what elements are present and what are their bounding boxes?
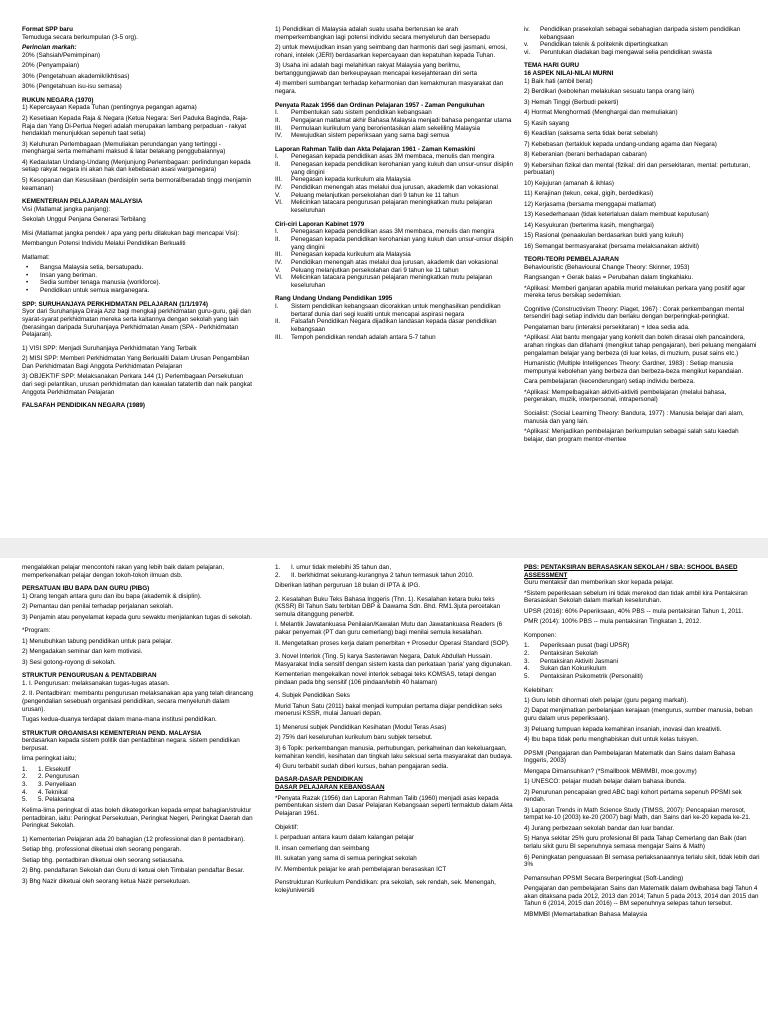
text-paragraph: Temuduga secara berkumpulan (3-5 org). bbox=[22, 33, 138, 41]
list-marker: 5. bbox=[22, 796, 28, 804]
list-marker: v. bbox=[524, 41, 529, 49]
text-paragraph: 3) Peluang tumpuan kepada kemahiran insaniah, inovasi dan kreativiti. bbox=[524, 725, 722, 733]
list-item bbox=[275, 259, 513, 267]
list-item bbox=[22, 781, 254, 789]
list-marker: I. bbox=[275, 153, 279, 161]
text-paragraph: 13) Kesederhanaan (tidak keterlaluan dalam membuat keputusan) bbox=[524, 211, 709, 219]
bullet-text: Bangsa Malaysia setia, bersatupadu. bbox=[40, 264, 144, 272]
list-text: Pendidikan menengah atas melalui dua jurusan, akademik dan vokasional bbox=[291, 258, 498, 266]
text-paragraph: Murid Tahun Satu (2011) bakal menjadi kumpulan pertama diajar pendidikan seks menerusi KSSR, mulai Januari depan. bbox=[275, 702, 503, 718]
list-text: Melicinkan tatacara pengurusan pelajaran meningkatkan mutu pelajaran keseluruhan bbox=[291, 274, 493, 289]
text-paragraph: 3) Bhg Nazir diketuai oleh seorang ketua Nazir persekutuan. bbox=[22, 877, 191, 885]
list-marker: II. bbox=[275, 235, 281, 243]
list-item bbox=[275, 117, 513, 125]
text-paragraph: *Aplikasi: Mempelbagaikan aktiviti-aktiviti pembelajaran (melalui bahasa, pergerakan, muzik, interpersonal, intrapersonal) bbox=[524, 388, 727, 404]
list-text: Pendidikan prasekolah sebagai sebahagian daripada sistem pendidikan kebangsaan bbox=[540, 26, 741, 41]
list-text: Pendidikan menengah atas melalui dua jurusan, akademik dan vokasional bbox=[291, 184, 498, 192]
text-paragraph: 3) Penjamin atau penyelamat kepada guru sewaktu menjalankan tugas di sekolah. bbox=[22, 613, 252, 621]
list-marker: iv. bbox=[524, 26, 530, 33]
list-marker: 2. bbox=[524, 650, 530, 658]
text-paragraph: Matlamat: bbox=[22, 253, 50, 261]
text-paragraph: Pemansuhan PPSMI Secara Berperingkat (Soft-Landing) bbox=[524, 874, 684, 882]
text-paragraph: Objektif: bbox=[275, 823, 299, 831]
numbered-list bbox=[275, 153, 513, 214]
list-marker: I. bbox=[275, 303, 279, 311]
text-paragraph: 1) Menerusi subjek Pendidikan Kesihatan (Modul Teras Asas) bbox=[275, 723, 447, 731]
text-paragraph: Cara pembelajaran (kecenderungan) setiap individu berbeza. bbox=[524, 378, 695, 386]
list-item bbox=[275, 125, 513, 133]
numbered-list bbox=[275, 564, 513, 579]
list-marker: II. bbox=[275, 318, 281, 326]
list-marker: III. bbox=[275, 333, 282, 341]
text-paragraph: 1) VISI SPP: Menjadi Suruhanjaya Perkhidmatan Yang Terbaik bbox=[22, 344, 197, 352]
list-item bbox=[275, 251, 513, 259]
list-text: Peluang melanjutkan persekolahan dari 9 tahun ke 11 tahun bbox=[291, 191, 459, 199]
list-text: Sistem pendidikan kebangsaan dicorakkan untuk menghasilkan pendidikan bertaraf dunia dari segi kualiti untuk mencapai aspirasi negara bbox=[291, 303, 501, 318]
bullet-item bbox=[22, 287, 254, 295]
section-heading: SPP: SURUHANJAYA PERKHIDMATAN PELAJARAN (1/1/1974) bbox=[22, 300, 208, 308]
list-text: Permulaan kurikulum yang berorientasikan alam sekeliling Malaysia bbox=[291, 124, 480, 132]
list-item bbox=[275, 228, 513, 236]
text-paragraph: 20% (Penyampaian) bbox=[22, 62, 80, 70]
text-paragraph: 2) Berdikari (kebolehan melakukan sesuatu tanpa orang lain) bbox=[524, 88, 695, 96]
list-item bbox=[22, 796, 254, 804]
text-paragraph: 3) Sesi gotong-royong di sekolah. bbox=[22, 658, 116, 666]
list-marker: 4. bbox=[524, 665, 530, 673]
list-item bbox=[524, 642, 760, 650]
text-paragraph: 2. Kesalahan Buku Teks Bahasa Inggeris (Thn. 1). Kesalahan ketara buku teks (KSSR) BI Tahun Satu terbitan DBP & Dawama Sdn. Bhd. RM1.3juta percetakan semula ditanggung penerbit. bbox=[275, 595, 501, 618]
bullet-text: Pendidikan untuk semua warganegara. bbox=[40, 287, 150, 295]
list-text: II. berkhidmat sekurang-kurangnya 2 tahun termasuk tahun 2010. bbox=[291, 571, 474, 579]
text-paragraph: 7) Kebebasan (tertakluk kepada undang-undang agama dan Negara) bbox=[524, 140, 717, 148]
text-paragraph: Rangsangan + Gerak balas = Perubahan dalam tingkahlaku. bbox=[524, 274, 694, 282]
list-text: Penegasan kepada kurikulum ala Malaysia bbox=[291, 176, 411, 184]
numbered-list bbox=[275, 109, 513, 140]
text-paragraph: Komponen: bbox=[524, 631, 557, 639]
text-paragraph: II. insan cemerlang dan seimbang bbox=[275, 844, 370, 852]
numbered-list bbox=[275, 228, 513, 289]
list-text: Penegasan kepada pendidikan kerohanian yang kukuh dan unsur-unsur disiplin yang dingini bbox=[291, 161, 513, 176]
text-paragraph: 3) Usaha ini adalah bagi melahirkan rakyat Malaysia yang berilmu, bertanggungjawab dan berkeupayaan mencapai kesejahteraan diri serta bbox=[275, 62, 477, 77]
upper-column-3 bbox=[524, 26, 760, 536]
list-item bbox=[275, 132, 513, 140]
text-paragraph: UPSR (2016): 60% Peperiksaan, 40% PBS -- mula pentaksiran Tahun 1, 2011. bbox=[524, 607, 744, 615]
text-paragraph: 2. II. Pentadbiran: membantu pengurusan melaksanakan apa yang telah dirancang (pengendalian sesebuah organisasi pendidikan, secara menyeluruh dalam urusan). bbox=[22, 690, 254, 713]
list-marker: 1. bbox=[275, 564, 281, 571]
text-paragraph: 3) Keluhuran Perlembagaan (Memuliakan perundangan yang tertinggi - menghargai serta memahami maksud & latar belakang penggubalannya) bbox=[22, 140, 226, 156]
list-marker: V. bbox=[275, 266, 281, 274]
numbered-list bbox=[275, 303, 513, 341]
text-paragraph: *Sistem peperiksaan sebelum ini tidak merekod dan tidak ambil kira Pentaksiran Berasaskan Sekolah dalam markah keseluruhan. bbox=[524, 589, 748, 605]
text-paragraph: Setiap bhg. professional diketuai oleh seorang pengarah. bbox=[22, 846, 182, 854]
text-paragraph: 4) memberi sumbangan terhadap keharmonian dan kemakmuran masyarakat dan negara. bbox=[275, 80, 504, 96]
text-paragraph: III. sukatan yang sama di semua peringkat sekolah bbox=[275, 855, 417, 863]
section-heading: PERSATUAN IBU BAPA DAN GURU (PIBG) bbox=[22, 585, 150, 593]
text-paragraph: Kelebihan: bbox=[524, 686, 554, 694]
text-paragraph: *Program: bbox=[22, 627, 51, 635]
section-heading: 16 ASPEK NILAI-NILAI MURNI bbox=[524, 70, 614, 78]
list-item bbox=[22, 773, 254, 781]
text-paragraph: Behaviouristic (Behavioural Change Theory: Skinner, 1953) bbox=[524, 263, 690, 271]
section-heading: STRUKTUR ORGANISASI KEMENTERIAN PEND. MALAYSIA bbox=[22, 729, 202, 737]
section-heading: RUKUN NEGARA (1970) bbox=[22, 96, 94, 104]
section-heading: TEORI-TEORI PEMBELAJARAN bbox=[524, 256, 619, 263]
text-paragraph: Mengapa Dimansuhkan? (*Smallbook MBMMBI, moe.gov.my) bbox=[524, 767, 697, 775]
text-paragraph: PMR (2014): 100% PBS -- mula pentaksiran Tingkatan 1, 2012. bbox=[524, 618, 702, 626]
text-paragraph: Penstrukturan Kurikulum Pendidikan: pra sekolah, sek rendah, sek. Menengah, kolej/universiti bbox=[275, 878, 496, 894]
list-item bbox=[524, 650, 760, 658]
text-paragraph: Socialist: (Social Learning Theory: Bandura, 1977) : Manusia belajar dari alam, manusia dan yang lain. bbox=[524, 409, 744, 425]
text-paragraph: 3. Novel Interlok (Ting. 5) karya Sasterawan Negara, Datuk Abdullah Hussain. Masyarakat India sensitif dengan sistem kasta dan perkataan 'paria' yang digunakan. bbox=[275, 653, 512, 668]
text-paragraph: 1) Baik hati (ambil berat) bbox=[524, 77, 593, 85]
bullet-list bbox=[22, 264, 254, 295]
section-heading: Format SPP baru bbox=[22, 26, 73, 33]
text-paragraph: 1) Pendidikan di Malaysia adalah suatu usaha berterusan ke arah memperkembangkan lagi potensi individu secara menyeluruh dan bersepadu bbox=[275, 26, 490, 41]
list-marker: 1. bbox=[22, 765, 28, 773]
list-marker: II. bbox=[275, 161, 281, 169]
bullet-item bbox=[22, 272, 254, 280]
text-paragraph: 2) Penurunan pencapaian gred ABC bagi kohort pertama sepenuh PPSMI sek rendah. bbox=[524, 788, 742, 804]
numbered-list bbox=[22, 766, 254, 804]
list-text: Penegasan kepada kurikulum ala Malaysia bbox=[291, 251, 411, 259]
list-item bbox=[524, 658, 760, 666]
bullet-icon: • bbox=[26, 287, 29, 295]
text-paragraph: IV. Membentuk pelajar ke arah pembelajaran berasaskan ICT bbox=[275, 865, 447, 873]
text-paragraph: 3) OBJEKTIF SPP: Melaksanakan Perkara 144 (1) Perlembagaan Persekutuan dari segi pelantikan, urusan perkhidmatan dan kawalan tatatertib dan naik pangkat Anggota Perkhidmatan Pelajaran bbox=[22, 373, 252, 396]
list-marker: IV. bbox=[275, 132, 283, 140]
text-paragraph: 5) Kesopanan dan Kesusilaan (berdisiplin serta bermoral/beradab tinggi menjamin keamanan) bbox=[22, 176, 252, 192]
list-marker: VI. bbox=[275, 199, 283, 207]
list-marker: III. bbox=[275, 176, 282, 184]
section-heading: Rang Undang Undang Pendidikan 1995 bbox=[275, 295, 393, 303]
text-paragraph: 11) Kerajinan (tekun, cekal, gigih, berdedikasi) bbox=[524, 190, 654, 198]
list-text: Peluang melanjutkan persekolahan dari 9 tahun ke 11 tahun bbox=[291, 266, 459, 274]
text-paragraph: 9) Kebersihan fizikal dan mental (fizikal: diri dan persekitaran, mental: pertuturan, perbuatan) bbox=[524, 161, 751, 177]
list-item bbox=[275, 334, 513, 342]
text-paragraph: Syor dari Suruhanjaya Diraja Aziz bagi mengkaji perkhidmatan guru-guru, gaji dan syarat-syarat perkhidmatan mereka serta kaitannya dengan sekolah yang lain (berasingan daripada Suruhanjaya Perkhidmatan Awam (SPA - Perkhidmatan Pelajaran). bbox=[22, 308, 251, 339]
text-paragraph: 1) UNESCO: pelajar mudah belajar dalam bahasa ibunda. bbox=[524, 778, 687, 786]
list-item bbox=[275, 303, 513, 318]
list-text: Pentaksiran Aktiviti Jasmani bbox=[540, 657, 619, 665]
text-paragraph: 5) Hanya sekitar 25% guru profesional BI pada Tahap Cemerlang dan Baik (dan terlalu sikit guru BI sepenuhnya semasa mengajar Sains & Math) bbox=[524, 835, 747, 851]
section-heading: Perincian markah: bbox=[22, 44, 77, 52]
text-paragraph: 1) Orang tengah antara guru dan ibu bapa (akademik & disiplin). bbox=[22, 592, 202, 600]
text-paragraph: Humanistic (Multiple Intelligences Theory: Gardner, 1983) : Setiap manusia mempunyai kebolehan yang berbeza dan berbeza-beza mengikut kepandaian. bbox=[524, 360, 744, 375]
text-paragraph: 30% (Pengetahuan akademik/ikhtisas) bbox=[22, 72, 130, 80]
list-marker: 4. bbox=[22, 788, 28, 796]
list-text: Pendidikan teknik & politeknik dipertingkatkan bbox=[540, 41, 668, 49]
text-paragraph: 2) Mengadakan seminar dan kem motivasi. bbox=[22, 648, 143, 656]
list-item bbox=[275, 184, 513, 192]
list-text: Tempoh pendidikan rendah adalah antara 5-7 tahun bbox=[291, 333, 436, 341]
bullet-text: Sedia sumber tenaga manusia (workforce). bbox=[40, 279, 161, 287]
bullet-text: Insan yang beriman. bbox=[40, 271, 98, 279]
lower-column-2 bbox=[275, 564, 513, 1022]
text-paragraph: Visi (Matlamat jangka panjang): bbox=[22, 205, 111, 213]
text-paragraph: 1. I. Pengurusan: melaksanakan tugas-tugas atasan. bbox=[22, 679, 170, 687]
text-paragraph: Tugas kedua-duanya terdapat dalam mana-mana institusi pendidikan. bbox=[22, 716, 217, 724]
text-paragraph: 2) MISI SPP: Memberi Perkhidmatan Yang Berkualiti Dalam Urusan Pengambilan Dan Perkhidmatan Bagi Anggota Perkhidmatan Pelajaran bbox=[22, 355, 250, 370]
text-paragraph: 2) Dapat menjimatkan perbelanjaan kerajaan (mengurus, sumber manusia, beban guru dalam urus peperiksaan). bbox=[524, 707, 753, 723]
text-paragraph: 4) Ibu bapa tidak perlu menghabiskan duit untuk kelas tuisyen. bbox=[524, 736, 699, 744]
list-item bbox=[524, 673, 760, 681]
text-paragraph: 1) Menubuhkan tabung pendidikan untuk para pelajar. bbox=[22, 637, 173, 645]
list-item bbox=[275, 153, 513, 161]
list-text: Penegasan kepada pendidikan asas 3M membaca, menulis dan mengira bbox=[291, 228, 495, 236]
text-paragraph: MBMMBI (Memartabatkan Bahasa Malaysia bbox=[524, 910, 648, 918]
list-item bbox=[275, 318, 513, 333]
list-text: Sukan dan Kokurikulum bbox=[540, 665, 607, 673]
list-marker: 2. bbox=[22, 773, 28, 781]
text-paragraph: 14) Kesyukuran (berterima kasih, menghargai) bbox=[524, 221, 654, 229]
list-text: 1. Eksekutif bbox=[38, 765, 71, 773]
list-item bbox=[22, 766, 254, 774]
list-marker: IV. bbox=[275, 184, 283, 192]
text-paragraph: 1) Kepercayaan Kepada Tuhan (pentingnya pegangan agama) bbox=[22, 104, 197, 112]
list-marker: III. bbox=[275, 251, 282, 259]
list-item bbox=[275, 274, 513, 289]
list-marker: I. bbox=[275, 109, 279, 117]
underlined-heading: PBS: PENTAKSIRAN BERASASKAN SEKOLAH / SBA: SCHOOL BASED ASSESSMENT bbox=[524, 564, 738, 579]
text-paragraph: *Aplikasi: Menjadikan pembelajaran berkumpulan sebagai salah satu kaedah belajar, dan program mentor-mentee bbox=[524, 428, 739, 443]
list-text: 2. Pengurusan bbox=[38, 773, 79, 781]
bullet-icon: • bbox=[26, 264, 29, 272]
list-item bbox=[275, 161, 513, 176]
list-marker: 3. bbox=[22, 781, 28, 789]
text-paragraph: 6) Peningkatan penguasaan BI semasa perlaksanaannya terlalu sikit, tidak lebih dari 3% bbox=[524, 853, 760, 869]
section-heading: FALSAFAH PENDIDIKAN NEGARA (1989) bbox=[22, 402, 145, 410]
text-paragraph: Setiap bhg. pentadbiran diketuai oleh seorang setiausaha. bbox=[22, 856, 185, 864]
list-text: I. umur tidak melebihi 35 tahun dan, bbox=[291, 564, 392, 571]
text-paragraph: 4) Jurang perbezaan sekolah bandar dan luar bandar. bbox=[524, 824, 675, 832]
section-heading: Ciri-ciri Laporan Kabinet 1979 bbox=[275, 220, 365, 228]
text-paragraph: Membangun Potensi Individu Melalui Pendidikan Berkualiti bbox=[22, 240, 186, 248]
upper-column-1 bbox=[22, 26, 254, 536]
text-paragraph: 4) Hormat Menghormati (Menghargai dan memuliakan) bbox=[524, 109, 678, 117]
list-marker: 5. bbox=[524, 673, 530, 681]
list-text: Peruntukan diadakan bagi mengawal selia pendidikan swasta bbox=[540, 49, 712, 57]
bullet-icon: • bbox=[26, 271, 29, 279]
list-marker: IV. bbox=[275, 258, 283, 266]
list-text: 4. Teknikal bbox=[38, 788, 68, 796]
section-heading: Penyata Razak 1956 dan Ordinan Pelajaran 1957 - Zaman Pengukuhan bbox=[275, 101, 485, 109]
page-gap bbox=[0, 538, 768, 558]
text-paragraph: 15) Rasional (penaakulan berdasarkan bukti yang kukuh) bbox=[524, 232, 684, 240]
text-paragraph: 1) Kementerian Pelajaran ada 20 bahagian (12 professional dan 8 pentadbiran). bbox=[22, 835, 245, 843]
list-item bbox=[524, 49, 760, 57]
text-paragraph: lima peringkat iaitu; bbox=[22, 755, 77, 763]
bullet-item bbox=[22, 279, 254, 287]
text-paragraph: Pengalaman baru (interaksi persekitaran) + Idea sedia ada. bbox=[524, 323, 690, 331]
text-paragraph: I. perpaduan antara kaum dalam kalangan pelajar bbox=[275, 834, 414, 842]
list-text: Melicinkan tatacara pengurusan pelajaran meningkatkan mutu pelajaran keseluruhan bbox=[291, 199, 493, 215]
text-paragraph: 16) Semangat bermasyarakat (bersama melaksanakan aktiviti) bbox=[524, 242, 699, 250]
numbered-list bbox=[524, 642, 760, 680]
text-paragraph: Misi (Matlamat jangka pendek / apa yang perlu dilakukan bagi mencapai Visi): bbox=[22, 229, 240, 237]
text-paragraph: 3) Hemah Tinggi (Berbudi pekerti) bbox=[524, 98, 619, 106]
section-heading: Laporan Rahman Talib dan Akta Pelajaran 1961 - Zaman Kemaskini bbox=[275, 145, 476, 153]
list-item bbox=[275, 176, 513, 184]
section-heading: KEMENTERIAN PELAJARAN MALAYSIA bbox=[22, 198, 143, 206]
list-marker: 2. bbox=[275, 571, 281, 579]
list-item bbox=[275, 109, 513, 117]
list-text: Pengajaran matlamat akhir Bahasa Malaysia menjadi bahasa pengantar utama bbox=[291, 116, 512, 124]
text-paragraph: 12) Kerjasama (bersama menggapai matlamat) bbox=[524, 200, 656, 208]
text-paragraph: 2) Bhg. pendaftaran Sekolah dan Guru di ketuai oleh Timbalan pendaftar Besar. bbox=[22, 867, 245, 875]
list-text: Penegasan kepada pendidikan asas 3M membaca, menulis dan mengira bbox=[291, 153, 495, 161]
text-paragraph: 2) Kesetiaan Kepada Raja & Negara (Ketua Negara: Seri Paduka Baginda, Raja-Raja dan Yang Di-Pertua Negeri adalah merupakan lambang perpaduan - rakyat hendaklah menunjukkan sepenuh taat setia) bbox=[22, 114, 248, 138]
list-text: Pembentukan satu sistem pendidikan kebangsaan bbox=[291, 109, 432, 117]
upper-column-2 bbox=[275, 26, 513, 536]
text-paragraph: 8) Keberanian (berani berhadapan cabaran) bbox=[524, 151, 647, 159]
lower-page bbox=[0, 558, 768, 1024]
section-heading: TEMA HARI GURU bbox=[524, 62, 580, 70]
text-paragraph: 4) Guru terbabit sudah diberi kursus, bahan pengajaran sedia. bbox=[275, 763, 449, 770]
list-text: 5. Pelaksana bbox=[38, 796, 75, 804]
list-item bbox=[524, 26, 760, 41]
bullet-icon: • bbox=[26, 279, 29, 287]
text-paragraph: *Penyata Razak (1956) dan Laporan Rahman Talib (1960) menjadi asas kepada pembentukan sistem dan Dasar Pelajaran Kebangsaan seperti termaktub dalam Akta Pelajaran 1961. bbox=[275, 794, 513, 818]
list-text: Falsafah Pendidikan Negara dijadikan landasan kepada dasar pendidikan kebangsaan bbox=[291, 318, 497, 334]
text-paragraph: Pengajaran dan pembelajaran Sains dan Matematik dalam dwibahasa bagi Tahun 4 akan ditaksana pada 2012, 2013 dan 2014; Tahun 5 pada 2013, 2014 dan 2015 dan Tahun 6 (2014, 2015 dan 2016) -- BM sepenuhnya selepas tahun tersebut. bbox=[524, 885, 759, 908]
list-item bbox=[524, 41, 760, 49]
lower-column-1 bbox=[22, 564, 254, 1022]
underlined-heading: DASAR PELAJARAN KEBANGSAAN bbox=[275, 784, 385, 792]
text-paragraph: 6) Keadilan (saksama serta tidak berat sebelah) bbox=[524, 130, 658, 138]
numbered-list bbox=[524, 26, 760, 57]
list-item bbox=[524, 665, 760, 673]
list-marker: V. bbox=[275, 191, 281, 199]
list-text: Mewujudkan sistem peperiksaan yang sama bagi semua bbox=[291, 132, 450, 140]
list-item bbox=[22, 789, 254, 797]
list-marker: vi. bbox=[524, 49, 531, 57]
text-paragraph: *Aplikasi: Memberi ganjaran apabila murid melakukan perkara yang positif agar mereka terus bersikap sedemikian. bbox=[524, 284, 746, 300]
text-paragraph: Guru mentaksir dan memberikan skor kepada pelajar. bbox=[524, 579, 674, 587]
text-paragraph: 2) 75% dari keseluruhan kurikulum baru subjek tersebut. bbox=[275, 734, 433, 742]
text-paragraph: II. Mengetatkan proses kerja dalam penerbitan + Prosedur Operasi Standard (SOP). bbox=[275, 639, 510, 647]
text-paragraph: 4) Kedaulatan Undang-Undang (Menjunjung Perlembagaan: perlindungan kepada setiap rakyat negara ini akan hak dan kebebasan asasi warganegara) bbox=[22, 158, 251, 174]
text-paragraph: 2) untuk mewujudkan insan yang seimbang dan harmonis dari segi jasmani, emosi, rohani, intelek (JERI) berdasarkan kepercayaan dan kepatuhan kepada Tuhan. bbox=[275, 44, 508, 59]
text-paragraph: berdasarkan kepada sistem politik dan pentadbiran negara. sistem pendidikan berpusat. bbox=[22, 737, 240, 752]
bullet-item bbox=[22, 264, 254, 272]
text-paragraph: 5) Kasih sayang bbox=[524, 119, 570, 127]
list-marker: 3. bbox=[524, 657, 530, 665]
list-marker: I. bbox=[275, 228, 279, 236]
text-paragraph: 2) Pemantau dan penilai terhadap perjalanan sekolah. bbox=[22, 603, 174, 611]
list-marker: III. bbox=[275, 124, 282, 132]
list-text: Pentaksiran Sekolah bbox=[540, 650, 598, 658]
underlined-heading: DASAR-DASAR PENDIDIKAN bbox=[275, 776, 363, 784]
section-heading: STRUKTUR PENGURUSAN & PENTADBIRAN bbox=[22, 672, 157, 680]
list-item bbox=[275, 199, 513, 214]
text-paragraph: I. Melantik Jawatankuasa Penilaian/Kawalan Mutu dan Jawatankuasa Readers (6 pakar penyemak (PT dan guru cemerlang) bagi menilai semula kesalahan. bbox=[275, 621, 503, 637]
text-paragraph: Kementerian mengekalkan novel interlok sebagai teks KOMSAS, tetapi dengan pindaan pada bhg sensitif (106 pindaan/lebih 40 halaman) bbox=[275, 671, 497, 686]
list-marker: 1. bbox=[524, 642, 530, 650]
text-paragraph: 3) 6 Topik: perkembangan manusia, perhubungan, perkahwinan dan kekeluargaan, kemahiran kendiri, kesihatan dan tingkah laku seksual serta masyarakat dan budaya. bbox=[275, 744, 513, 760]
text-paragraph: 1) Guru lebih dihormati oleh pelajar (guru pegang markah). bbox=[524, 696, 689, 704]
text-paragraph: 4. Subjek Pendidikan Seks bbox=[275, 692, 350, 700]
list-item bbox=[275, 564, 513, 572]
text-paragraph: Kelima-lima peringkat di atas boleh dikategorikan kepada empat bahagian/struktur pentadbiran, iaitu: Peringkat Persekutuan, Peringkat Negeri, Peringkat Daerah dan Peringkat Sekolah. bbox=[22, 806, 253, 830]
text-paragraph: mengalakkan pelajar mencontohi rakan yang lebih baik dalam pelajaran, memperkenalkan pelajar dengan tokoh-tokoh ilmuan dsb. bbox=[22, 564, 224, 579]
text-paragraph: 3) Laporan Trends in Math Science Study (TIMSS, 2007): Pencapaian merosot, tempat ke-10 (2003) ke-20 (2007) bagi Math, dan Sains dari ke-20 kepada ke-21. bbox=[524, 806, 751, 822]
text-paragraph: Diberikan latihan perguruan 18 bulan di IPTA & IPG. bbox=[275, 582, 421, 590]
list-item bbox=[275, 192, 513, 200]
list-marker: VI. bbox=[275, 274, 283, 282]
list-text: Pentaksiran Psikometrik (Personaliti) bbox=[540, 673, 643, 681]
list-text: Penegasan kepada pendidikan kerohanian yang kukuh dan unsur-unsur disiplin yang dingini bbox=[291, 235, 513, 251]
text-paragraph: 10) Kejujuran (amanah & ikhlas) bbox=[524, 179, 614, 187]
list-marker: II. bbox=[275, 116, 281, 124]
text-paragraph: Sekolah Unggul Penjana Generasi Terbilang bbox=[22, 216, 146, 224]
list-item bbox=[275, 236, 513, 251]
text-paragraph: PPSMI (Pengajaran dan Pembelajaran Matematik dan Sains dalam Bahasa Inggeris, 2003) bbox=[524, 749, 736, 765]
list-text: Peperiksaan pusat (bagi UPSR) bbox=[540, 642, 630, 650]
list-item bbox=[275, 267, 513, 275]
lower-column-3 bbox=[524, 564, 760, 1022]
list-item bbox=[275, 572, 513, 580]
text-paragraph: *Aplikasi: Alat bantu mengajar yang konkrit dan boleh dirasai oleh pancaindera, arahan ringkas dan difahami (mengikut tahap pengajaran), beri peluang mengalami pengalaman belajar yang berbeza (di luar kelas, di muzium, pusat sains etc.) bbox=[524, 334, 757, 357]
text-paragraph: 30% (Pengetahuan isu-isu semasa) bbox=[22, 83, 122, 91]
list-text: 3. Penyeliaan bbox=[38, 781, 77, 789]
text-paragraph: 20% (Sahsiah/Pemimpinan) bbox=[22, 51, 101, 59]
text-paragraph: Cognitive (Constructivism Theory: Piaget, 1967) : Corak perkembangan mental tersendiri bagi setiap individu dan berlaku dengan berperingkat-peringkat. bbox=[524, 305, 745, 321]
